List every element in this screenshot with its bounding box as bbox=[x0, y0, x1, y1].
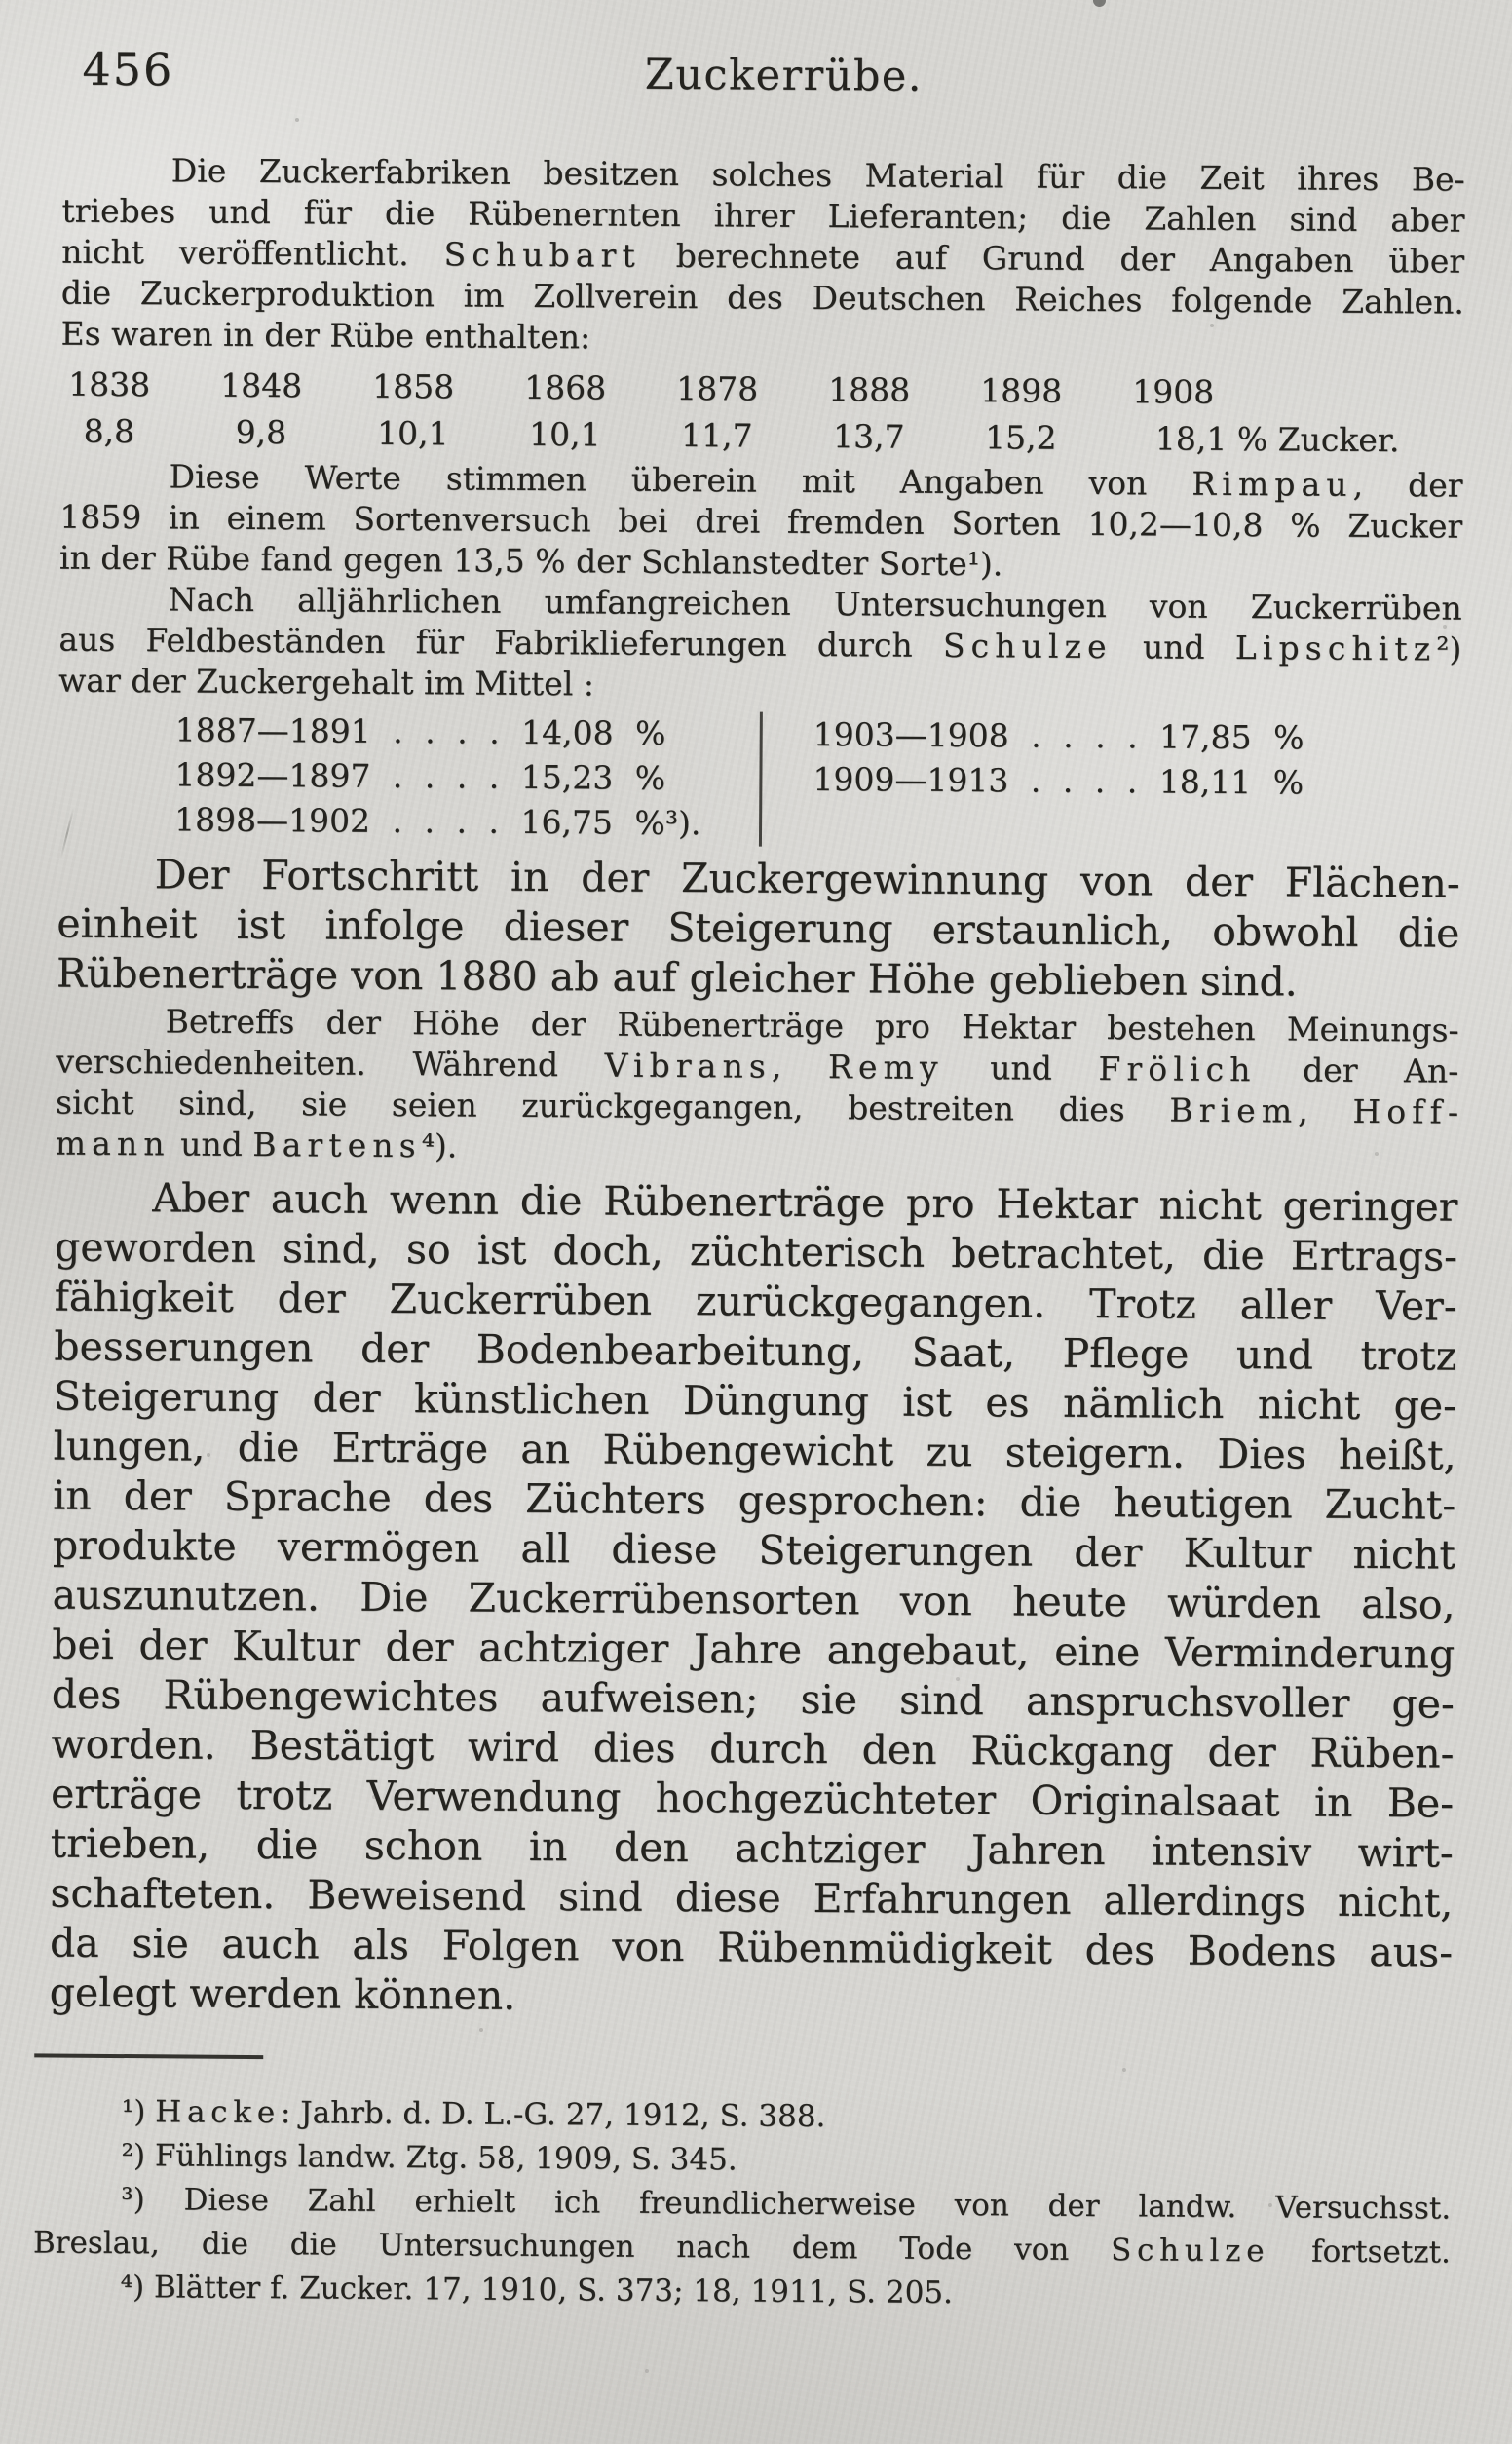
text-line: die Zuckerproduktion im Zollverein des Deutschen Reiches folgende Zahlen. bbox=[60, 273, 1464, 322]
letterspaced-name: Remy bbox=[827, 1048, 944, 1087]
paragraph-aber bbox=[50, 1173, 1458, 2028]
table-cell: 9,8 bbox=[235, 412, 287, 452]
paragraph-nach bbox=[58, 579, 1462, 711]
letterspaced-name: Briem bbox=[1169, 1090, 1299, 1130]
page-number: 456 bbox=[82, 42, 174, 96]
text-line: trieben, die schon in den achtziger Jahren intensiv wirt- bbox=[50, 1819, 1454, 1877]
table-cell: 15,2 bbox=[984, 418, 1057, 457]
text-line: fähigkeit der Zuckerrüben zurückgegangen. Trotz aller Ver- bbox=[54, 1273, 1457, 1330]
stat-row: 1909—1913 . . . . 18,11 % bbox=[813, 759, 1304, 802]
text-line: ¹) Hacke: Jahrb. d. D. L.-G. 27, 1912, S. 388. bbox=[121, 2094, 826, 2135]
paragraph-fortschritt bbox=[57, 850, 1460, 1009]
text-line: ²) Fühlings landw. Ztg. 58, 1909, S. 345. bbox=[121, 2138, 737, 2178]
table-cell: 1888 bbox=[828, 370, 911, 409]
text-line: geworden sind, so ist doch, züchterisch betrachtet, die Ertrags- bbox=[54, 1223, 1458, 1280]
text-line: ³) Diese Zahl erhielt ich freundlicherweise von der landw. Versuchsst. bbox=[121, 2182, 1452, 2227]
text-line: nicht veröffentlicht. Schubart berechnete auf Grund der Angaben über bbox=[61, 232, 1465, 281]
text-line: sicht sind, sie seien zurückgegangen, bestreiten dies Briem, Hoff- bbox=[55, 1083, 1459, 1131]
table-cell: 11,7 bbox=[680, 416, 753, 455]
table-cell: 1868 bbox=[524, 367, 607, 407]
letterspaced-name: Frölich bbox=[1098, 1050, 1257, 1089]
text-line: besserungen der Bodenbearbeitung, Saat, Pflege und trotz bbox=[54, 1322, 1457, 1380]
text-line: worden. Bestätigt wird dies durch den Rückgang der Rüben- bbox=[51, 1720, 1455, 1777]
paragraph-werte bbox=[59, 456, 1463, 589]
text-line: Steigerung der künstlichen Düngung ist es nämlich nicht ge- bbox=[53, 1372, 1457, 1430]
text-line: Breslau, die die Untersuchungen nach dem Tode von Schulze fortsetzt. bbox=[32, 2225, 1452, 2271]
text-line: erträge trotz Verwendung hochgezüchteter Originalsaat in Be- bbox=[50, 1770, 1455, 1827]
paragraph-betreffs bbox=[56, 1001, 1459, 1174]
text-line: schafteten. Beweisend sind diese Erfahrungen allerdings nicht, bbox=[50, 1869, 1454, 1927]
paragraph-intro bbox=[60, 150, 1464, 364]
text-line: verschiedenheiten. Während Vibrans, Remy und Frölich der An- bbox=[56, 1042, 1459, 1090]
table-cell: 1898 bbox=[980, 371, 1063, 410]
footnotes bbox=[32, 2089, 1452, 2318]
page-header bbox=[62, 42, 1465, 105]
text-line: einheit ist infolge dieser Steigerung erstaunlich, obwohl die bbox=[57, 899, 1460, 957]
stat-row: 1887—1891 . . . . 14,08 % bbox=[174, 710, 666, 752]
text-line: in der Sprache des Züchters gesprochen: die heutigen Zucht- bbox=[53, 1471, 1456, 1529]
table-cell: 1858 bbox=[372, 366, 455, 406]
sugar-content-table bbox=[33, 362, 1464, 465]
table-cell: 13,7 bbox=[832, 417, 905, 456]
table-cell: 1908 bbox=[1132, 372, 1215, 411]
letterspaced-name: Bartens bbox=[252, 1125, 422, 1165]
letterspaced-name: Vibrans bbox=[604, 1046, 773, 1086]
text-line: auszunutzen. Die Zuckerrübensorten von heute würden also, bbox=[52, 1571, 1455, 1628]
text-line: Die Zuckerfabriken besitzen solches Material für die Zeit ihres Be- bbox=[170, 151, 1465, 199]
paper-speckles bbox=[0, 0, 2, 2]
table-cell: 1838 bbox=[68, 364, 151, 404]
text-line: mann und Bartens⁴). bbox=[55, 1124, 458, 1165]
text-line: produkte vermögen all diese Steigerungen der Kultur nicht bbox=[52, 1521, 1456, 1579]
text-line: gelegt werden können. bbox=[49, 1968, 516, 2019]
text-line: in der Rübe fand gegen 13,5 % der Schlanstedter Sorte¹). bbox=[58, 538, 1003, 584]
table-cell: 1848 bbox=[220, 365, 303, 405]
letterspaced-name: Schulze bbox=[1110, 2233, 1270, 2270]
letterspaced-name: Hoff bbox=[1352, 1091, 1449, 1131]
footnote-separator-rule bbox=[34, 2053, 263, 2059]
table-cell: 8,8 bbox=[83, 411, 135, 451]
text-line: Es waren in der Rübe enthalten: bbox=[60, 314, 591, 357]
text-line: bei der Kultur der achtziger Jahre angebaut, eine Verminderung bbox=[52, 1621, 1455, 1678]
text-line: Nach alljährlichen umfangreichen Untersuchungen von Zuckerrüben bbox=[168, 580, 1462, 628]
stats-right-column bbox=[762, 712, 1304, 851]
table-cell: 10,1 bbox=[377, 413, 449, 453]
letterspaced-name: Schubart bbox=[443, 235, 642, 275]
text-line: Betreffs der Höhe der Rübenerträge pro Hektar bestehen Meinungs- bbox=[165, 1002, 1459, 1050]
text-line: des Rübengewichtes aufweisen; sie sind anspruchsvoller ge- bbox=[51, 1670, 1455, 1728]
stat-row: 1903—1908 . . . . 17,85 % bbox=[813, 714, 1304, 757]
running-title: Zuckerrübe. bbox=[644, 50, 924, 101]
text-line: Der Fortschritt in der Zuckergewinnung von der Flächen- bbox=[154, 851, 1460, 907]
table-cell: 1878 bbox=[676, 368, 759, 408]
text-line: lungen, die Erträge an Rübengewicht zu steigern. Dies heißt, bbox=[53, 1422, 1456, 1479]
text-line: 1859 in einem Sortenversuch bei drei fremden Sorten 10,2—10,8 % Zucker bbox=[59, 497, 1463, 546]
stats-left-column bbox=[174, 707, 760, 846]
letterspaced-name: Hacke bbox=[155, 2094, 282, 2131]
text-line: Rübenerträge von 1880 ab auf gleicher Höhe geblieben sind. bbox=[56, 949, 1298, 1006]
stat-row: 1898—1902 . . . . 16,75 %³). bbox=[173, 800, 701, 843]
text-line: Aber auch wenn die Rübenerträge pro Hektar nicht geringer bbox=[152, 1174, 1458, 1231]
text-line: triebes und für die Rübenernten ihrer Lieferanten; die Zahlen sind aber bbox=[61, 191, 1465, 240]
letterspaced-name: Lipschitz bbox=[1234, 628, 1437, 668]
text-line: war der Zuckergehalt im Mittel : bbox=[57, 661, 595, 704]
zuckergehalt-stats bbox=[174, 707, 1461, 851]
text-line: aus Feldbeständen für Fabriklieferungen durch Schulze und Lipschitz²) bbox=[58, 620, 1462, 668]
letterspaced-name: Schulze bbox=[942, 626, 1113, 667]
table-cell: 10,1 bbox=[529, 414, 601, 454]
table-cell: 18,1 % Zucker. bbox=[1154, 419, 1400, 460]
letterspaced-name: Rimpau bbox=[1191, 464, 1353, 504]
text-line: Diese Werte stimmen überein mit Angaben von Rimpau, der bbox=[169, 457, 1463, 505]
text-line: da sie auch als Folgen von Rübenmüdigkeit des Bodens aus- bbox=[49, 1919, 1454, 1976]
stat-row: 1892—1897 . . . . 15,23 % bbox=[174, 755, 666, 797]
text-line: ⁴) Blätter f. Zucker. 17, 1910, S. 373; 18, 1911, S. 205. bbox=[120, 2270, 954, 2311]
letterspaced-name: mann bbox=[55, 1124, 170, 1164]
